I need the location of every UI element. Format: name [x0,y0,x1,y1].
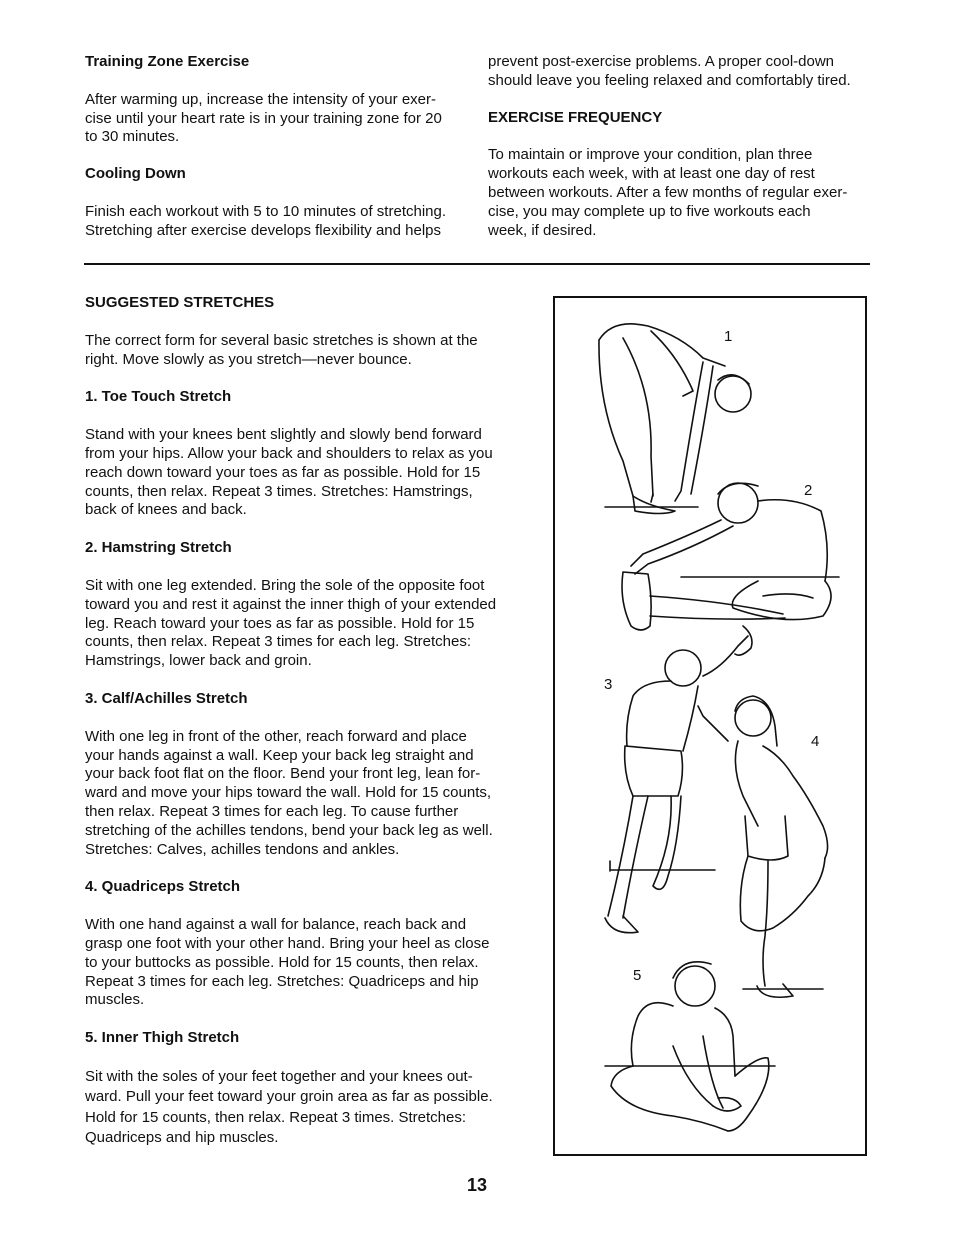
figure-number-1: 1 [724,328,733,345]
top-left-column [85,53,475,241]
cooling-down-heading: Cooling Down [85,165,186,183]
section-divider [84,263,870,265]
top-right-column [488,53,878,240]
training-zone-text: After warming up, increase the intensity of your exer- cise until your heart rate is in your training zone for 20 to 30 minutes. [85,90,442,146]
page-number: 13 [466,1175,488,1195]
stretch-3-heading: 3. Calf/Achilles Stretch [85,689,248,707]
stretch-4-text: With one hand against a wall for balance, reach back and grasp one foot with your other hand. Bring your heel as close to your buttocks as possible. Hold for 15 counts, then relax. Repeat 3 times for each leg. Stretches: Quadriceps and hip muscles. [85,916,490,1009]
inner-thigh-figure [605,962,775,1131]
suggested-stretches-heading: SUGGESTED STRETCHES [85,294,275,311]
stretch-3-text: With one leg in front of the other, reach forward and place your hands against a wall. Keep your back leg straight and your back foot flat on the floor. Bend your front leg, lean for- ward and move your hips toward the wall. Hold for 15 counts, then relax. Repeat 3 times for each leg. To cause further stretching of the achilles tendons, bend your back leg as well. Stretches: Calves, achilles tendons and ankles. [85,727,493,858]
cooling-down-continued: prevent post-exercise problems. A proper cool-down should leave you feeling relaxed and comfortably tired. [488,53,851,89]
figure-number-4: 4 [811,733,820,750]
stretch-1-heading: 1. Toe Touch Stretch [85,388,232,406]
stretch-2-text: Sit with one leg extended. Bring the sole of the opposite foot toward you and rest it against the inner thigh of your extended leg. Reach toward your toes as far as possible. Hold for 15 counts, then relax. Repeat 3 times for each leg. Stretches: Hamstrings, lower back and groin. [85,576,497,670]
stretch-5-text: Sit with the soles of your feet together and your knees out- ward. Pull your feet toward your groin area as far as possible. Hold for 15 counts, then relax. Repeat 3 times. Stretches: Quadriceps and hip muscles. [85,1067,493,1147]
hamstring-figure [622,483,839,630]
figure-number-3: 3 [604,676,613,693]
exercise-frequency-heading: EXERCISE FREQUENCY [488,108,663,126]
cooling-down-text: Finish each workout with 5 to 10 minutes of stretching. Stretching after exercise develops flexibility and helps [85,202,447,239]
stretch-illustrations [553,296,867,1156]
calf-achilles-figure [605,626,752,933]
exercise-frequency-text: To maintain or improve your condition, plan three workouts each week, with at least one day of rest between workouts. After a few months of regular exer- cise, you may complete up to five workouts each week, if desired. [488,146,848,239]
figure-number-5: 5 [633,967,642,984]
figure-number-2: 2 [804,482,813,499]
stretch-4-heading: 4. Quadriceps Stretch [85,878,241,896]
stretches-intro: The correct form for several basic stretches is shown at the right. Move slowly as you stretch—never bounce. [85,331,478,368]
stretch-2-heading: 2. Hamstring Stretch [85,539,232,557]
quadriceps-figure [698,696,828,997]
stretches-column [85,294,535,1149]
stretch-5-heading: 5. Inner Thigh Stretch [85,1029,240,1047]
training-zone-heading: Training Zone Exercise [85,53,250,70]
stretch-1-text: Stand with your knees bent slightly and slowly bend forward from your hips. Allow your back and shoulders to relax as you reach down toward your toes as far as possible. Hold for 15 counts, then relax. Repeat 3 times. Stretches: Hamstrings, back of knees and back. [85,426,493,519]
